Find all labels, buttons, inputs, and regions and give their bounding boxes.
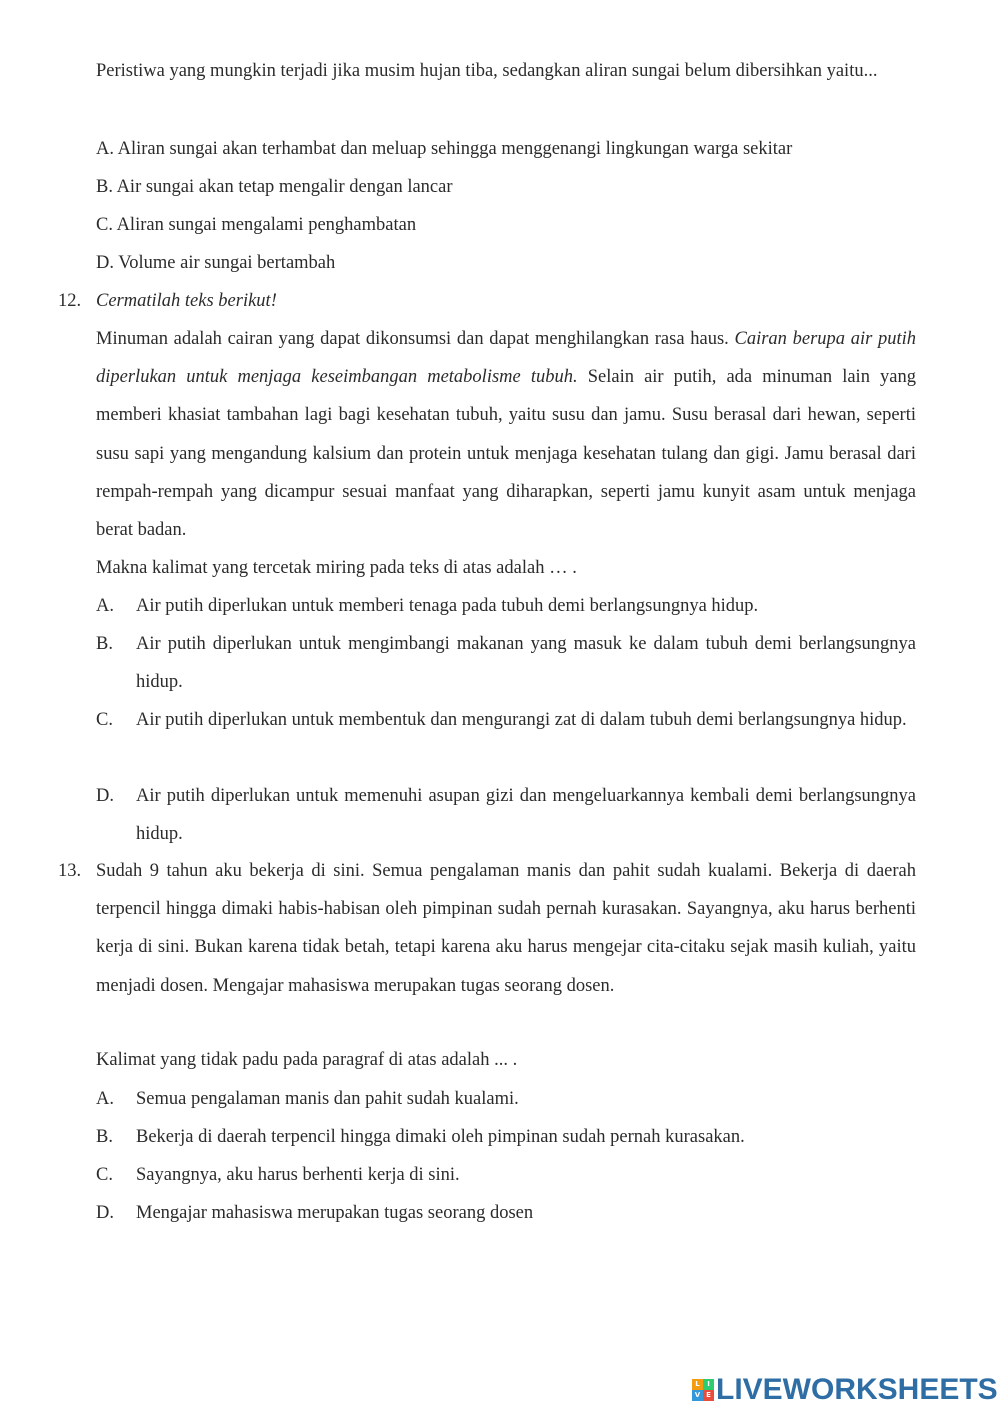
q12-option-c[interactable] xyxy=(96,701,916,739)
q13-option-c-letter: C. xyxy=(96,1165,113,1185)
q12-option-a[interactable] xyxy=(96,587,916,625)
q13-option-b-letter: B. xyxy=(96,1127,113,1147)
q12-option-b-letter: B. xyxy=(96,634,113,654)
q11-option-d[interactable]: D. Volume air sungai bertambah xyxy=(96,253,336,273)
q13-question: Kalimat yang tidak padu pada paragraf di atas adalah ... . xyxy=(96,1050,518,1070)
q11-option-a[interactable]: A. Aliran sungai akan terhambat dan meluap sehingga menggenangi lingkungan warga sekitar xyxy=(96,139,793,159)
liveworksheets-logo-mark-icon: L I V E xyxy=(692,1379,714,1401)
q12-passage-italic: Cairan berupa air putih diperlukan untuk menjaga keseimbangan metabolisme tubuh. xyxy=(96,329,917,388)
q12-passage-part1: Minuman adalah cairan yang dapat dikonsumsi dan dapat menghilangkan rasa haus. xyxy=(96,329,729,349)
q13-number: 13. xyxy=(58,861,82,881)
q12-option-d[interactable] xyxy=(96,777,916,853)
q11-stem: Peristiwa yang mungkin terjadi jika musim hujan tiba, sedangkan aliran sungai belum dibersihkan yaitu... xyxy=(96,61,878,81)
q12-passage xyxy=(96,320,916,549)
liveworksheets-logo-text: LIVEWORKSHEETS xyxy=(716,1373,998,1406)
q12-option-d-letter: D. xyxy=(96,786,114,806)
q13-option-c[interactable] xyxy=(96,1156,916,1194)
q12-question: Makna kalimat yang tercetak miring pada teks di atas adalah … . xyxy=(96,558,577,578)
q11-option-b[interactable]: B. Air sungai akan tetap mengalir dengan lancar xyxy=(96,177,453,197)
q12-passage-part2: Selain air putih, ada minuman lain yang memberi khasiat tambahan lagi bagi kesehatan tubuh, yaitu susu dan jamu. Susu berasal dari hewan, seperti susu sapi yang mengandung kalsium dan protein untuk menjaga kesehatan tulang dan gigi. Jamu berasal dari rempah-rempah yang dicampur sesuai manfaat yang diharapkan, seperti jamu kunyit asam untuk menjaga berat badan. xyxy=(96,367,917,541)
q13-option-b-text: Bekerja di daerah terpencil hingga dimaki oleh pimpinan sudah pernah kurasakan. xyxy=(136,1127,745,1147)
q13-passage: Sudah 9 tahun aku bekerja di sini. Semua pengalaman manis dan pahit sudah kualami. Bekerja di daerah terpencil hingga dimaki habis-habisan oleh pimpinan sudah pernah kurasakan. Sayangnya, aku harus berhenti kerja di sini. Bukan karena tidak betah, tetapi karena aku harus mengejar cita-citaku sejak masih kuliah, yaitu menjadi dosen. Mengajar mahasiswa merupakan tugas seorang dosen. xyxy=(96,861,916,996)
q13-option-b[interactable] xyxy=(96,1118,916,1156)
q13-option-c-text: Sayangnya, aku harus berhenti kerja di sini. xyxy=(136,1165,460,1185)
q12-option-c-letter: C. xyxy=(96,710,113,730)
q13-option-d[interactable] xyxy=(96,1194,916,1232)
q12-option-a-text: Air putih diperlukan untuk memberi tenaga pada tubuh demi berlangsungnya hidup. xyxy=(136,596,759,616)
q13-option-a-letter: A. xyxy=(96,1089,114,1109)
q12-option-c-text: Air putih diperlukan untuk membentuk dan mengurangi zat di dalam tubuh demi berlangsungnya hidup. xyxy=(136,710,907,730)
q12-option-b[interactable] xyxy=(96,625,916,701)
liveworksheets-logo xyxy=(692,1375,998,1405)
q13-option-d-letter: D. xyxy=(96,1203,114,1223)
q12-option-b-text: Air putih diperlukan untuk mengimbangi makanan yang masuk ke dalam tubuh demi berlangsungnya hidup. xyxy=(136,634,916,693)
q13-option-a[interactable] xyxy=(96,1080,916,1118)
q12-number: 12. xyxy=(58,291,82,311)
q13-option-d-text: Mengajar mahasiswa merupakan tugas seorang dosen xyxy=(136,1203,534,1223)
q12-option-a-letter: A. xyxy=(96,596,114,616)
q12-option-d-text: Air putih diperlukan untuk memenuhi asupan gizi dan mengeluarkannya kembali demi berlangsungnya hidup. xyxy=(136,786,916,845)
q12-instruction: Cermatilah teks berikut! xyxy=(96,291,277,311)
q13-option-a-text: Semua pengalaman manis dan pahit sudah kualami. xyxy=(136,1089,519,1109)
q11-option-c[interactable]: C. Aliran sungai mengalami penghambatan xyxy=(96,215,417,235)
